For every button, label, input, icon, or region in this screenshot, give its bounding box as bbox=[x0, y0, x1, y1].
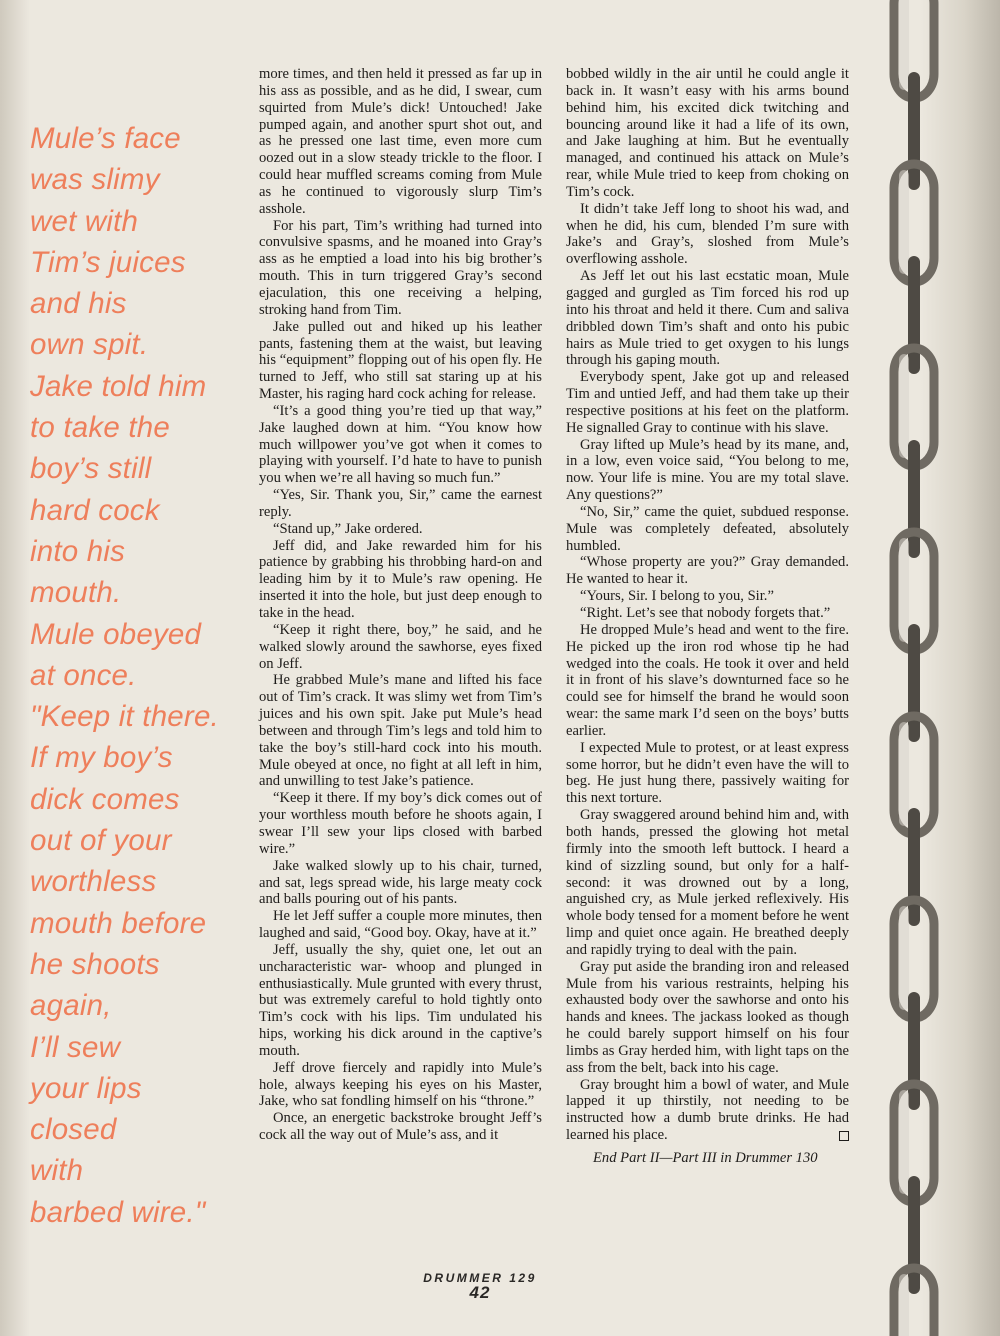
chain-link-edge bbox=[908, 624, 920, 742]
paragraph: He let Jeff suffer a couple more minutes, then laughed and said, “Good boy. Okay, have at it.” bbox=[259, 908, 542, 942]
paragraph: Jeff drove fiercely and rapidly into Mule’s hole, always keeping his eyes on his Master, Jake, who sat fondling himself on his “throne.” bbox=[259, 1059, 542, 1110]
chain-link-highlight bbox=[899, 354, 909, 458]
paragraph: As Jeff let out his last ecstatic moan, Mule gagged and gurgled as Tim forced his rod up into his throat and held it there. Cum and saliva dribbled down Tim’s shaft and onto his pubic hairs as Mule tried to get oxygen to his lungs through his gaping mouth. bbox=[566, 268, 849, 369]
binding-gutter-shadow bbox=[0, 0, 30, 1336]
paragraph: “Whose property are you?” Gray demanded. He wanted to hear it. bbox=[566, 554, 849, 588]
paragraph: Jake pulled out and hiked up his leather pants, fastening them at the waist, but leaving his “equipment” flopping out of his open fly. He turned to Jeff, who still sat staring up at his Master, his raging hard cock aching for release. bbox=[259, 318, 542, 403]
chain-link-edge bbox=[908, 1176, 920, 1294]
paragraph: “Yes, Sir. Thank you, Sir,” came the earnest reply. bbox=[259, 487, 542, 520]
paragraph: Gray put aside the branding iron and released Mule from his various restraints, helping his exhausted body over the sawhorse and onto his hands and knees. The jackass looked as though he could barely support himself on his four limbs as Gray herded him, with light taps on the ass from the belt, back into his cage. bbox=[566, 958, 849, 1076]
paragraph: “No, Sir,” came the quiet, subdued response. Mule was completely defeated, absolutely humbled. bbox=[566, 503, 849, 554]
paragraph: Everybody spent, Jake got up and released Tim and untied Jeff, and had them take up their respective positions at his feet on the platform. He signalled Gray to continue with his slave. bbox=[566, 369, 849, 436]
chain-link-edge bbox=[908, 808, 920, 926]
footer-page-number: 42 bbox=[469, 1283, 491, 1302]
paragraph: It didn’t take Jeff long to shoot his wad, and when he did, his cum, blended I’m sure with Jake’s and Gray’s, sloshed from Mule’s overflowing asshole. bbox=[566, 200, 849, 268]
paragraph: “It’s a good thing you’re tied up that way,” Jake laughed down at him. “You know how much willpower you’ve got when it comes to playing with yourself. I’d hate to have to punish you when we’re all having so much fun.” bbox=[259, 402, 542, 487]
paragraph: I expected Mule to protest, or at least express some horror, but he didn’t even have the will to beg. He just hung there, passively waiting for this next torture. bbox=[566, 739, 849, 807]
end-of-story-square-icon bbox=[839, 1131, 849, 1141]
paragraph: “Keep it right there, boy,” he said, and he walked slowly around the sawhorse, eyes fixed on Jeff. bbox=[259, 621, 542, 672]
paragraph: Jake walked slowly up to his chair, turned, and sat, legs spread wide, his large meaty cock and balls pouring out of his pants. bbox=[259, 857, 542, 908]
text-column-right bbox=[566, 66, 849, 1167]
chain-link-highlight bbox=[899, 538, 909, 642]
paragraph: Gray lifted up Mule’s head by its mane, and, in a low, even voice said, “You belong to me, now. Your life is mine. You are my total slave. Any questions?” bbox=[566, 436, 849, 504]
chain-link-edge bbox=[908, 72, 920, 190]
paragraph: Jeff, usually the shy, quiet one, let out an uncharacteristic war- whoop and plunged in enthusiastically. Mule grunted with every thrust, but was extremely careful to hold tightly onto Tim’s cock with his lips. Tim undulated his hips, working his dick around in the captive’s mouth. bbox=[259, 941, 542, 1059]
paragraph: Once, an energetic backstroke brought Jeff’s cock all the way out of Mule’s ass, and it bbox=[259, 1110, 542, 1144]
chain-link-edge bbox=[908, 992, 920, 1110]
paragraph: more times, and then held it pressed as far up in his ass as possible, and as he did, I swear, cum squirted from Mule’s dick! Untouched! Jake pumped again, and another spurt shot out, and as he pressed one last time, even more cum oozed out in a slow steady trickle to the floor. I could hear muffled screams coming from Mule as he continued to vigorously slurp Tim’s asshole. bbox=[259, 66, 542, 217]
text-column-left bbox=[259, 66, 542, 1144]
chain-link-highlight bbox=[899, 170, 909, 274]
chain-border-decoration bbox=[880, 0, 950, 1336]
paragraph: “Right. Let’s see that nobody forgets that.” bbox=[580, 605, 831, 621]
chain-link-edge bbox=[908, 440, 920, 558]
paragraph: Jeff did, and Jake rewarded him for his patience by grabbing his throbbing hard-on and leading him by it to Mule’s raw opening. He inserted it into the hole, but just deep enough to take in the head. bbox=[259, 537, 542, 621]
chain-link-edge bbox=[908, 256, 920, 374]
paragraph: Gray swaggered around behind him and, with both hands, pressed the glowing hot metal firmly into the smooth left buttock. I heard a kind of sizzling sound, but only for a half-second: it was drowned out by a long, anguished cry, as Mule jerked reflexively. His whole body tensed for a moment before he went limp and quiet once again. He breathed deeply and rapidly trying to deal with the pain. bbox=[566, 807, 849, 958]
chain-link-highlight bbox=[899, 906, 909, 1010]
paragraph: For his part, Tim’s writhing had turned into convulsive spasms, and he moaned into Gray’s ass as he emptied a load into his big brother’s mouth. This in turn triggered Gray’s second ejaculation, this one receiving a helping, stroking hand from Tim. bbox=[259, 217, 542, 318]
chain-link-highlight bbox=[899, 1274, 909, 1336]
chain-link-highlight bbox=[899, 722, 909, 826]
paragraph: “Yours, Sir. I belong to you, Sir.” bbox=[580, 588, 774, 605]
continuation-note: End Part II—Part III in Drummer 130 bbox=[593, 1150, 818, 1166]
chain-link-highlight bbox=[899, 1090, 909, 1194]
paragraph: Gray brought him a bowl of water, and Mule lapped it up thirstily, not needing to be instructed how a dumb brute drinks. He had learned his place. bbox=[566, 1076, 849, 1144]
pull-quote: Mule’s face was slimy wet with Tim’s juices and his own spit. Jake told him to take the boy’s still hard cock into his mouth. Mule obeyed at once. "Keep it there. If my boy’s dick comes out of your worthless mouth before he shoots again, I’ll sew your lips closed with barbed wire." bbox=[30, 122, 219, 1229]
paragraph: He grabbed Mule’s mane and lifted his face out of Tim’s crack. It was slimy wet from Tim’s juices and his own spit. Jake put Mule’s head between and through Tim’s legs and told him to take the boy’s still-hard cock into his mouth. Mule obeyed at once, no fight at all left in him, and unwilling to test Jake’s patience. bbox=[259, 672, 542, 790]
paragraph: He dropped Mule’s head and went to the fire. He picked up the iron rod whose tip he had wedged into the coals. He took it over and held it in front of his slave’s downturned face so he could see for himself the brand he would soon wear: the same mark I’d seen on the boys’ butts earlier. bbox=[566, 621, 849, 739]
chain-link-highlight bbox=[899, 0, 909, 90]
paragraph: bobbed wildly in the air until he could angle it back in. It wasn’t easy with his arms bound behind him, his excited dick twitching and bouncing around like it had a life of its own, and Jake laughing at him. But he eventually managed, and continued his attack on Mule’s rear, while Mule tried to keep from choking on Tim’s cock. bbox=[566, 66, 849, 200]
footer-magazine-title: DRUMMER 129 bbox=[423, 1271, 537, 1285]
paragraph: “Keep it there. If my boy’s dick comes out of your worthless mouth before he shoots again, I swear I’ll sew your lips closed with barbed wire.” bbox=[259, 790, 542, 857]
paragraph: “Stand up,” Jake ordered. bbox=[273, 520, 423, 537]
